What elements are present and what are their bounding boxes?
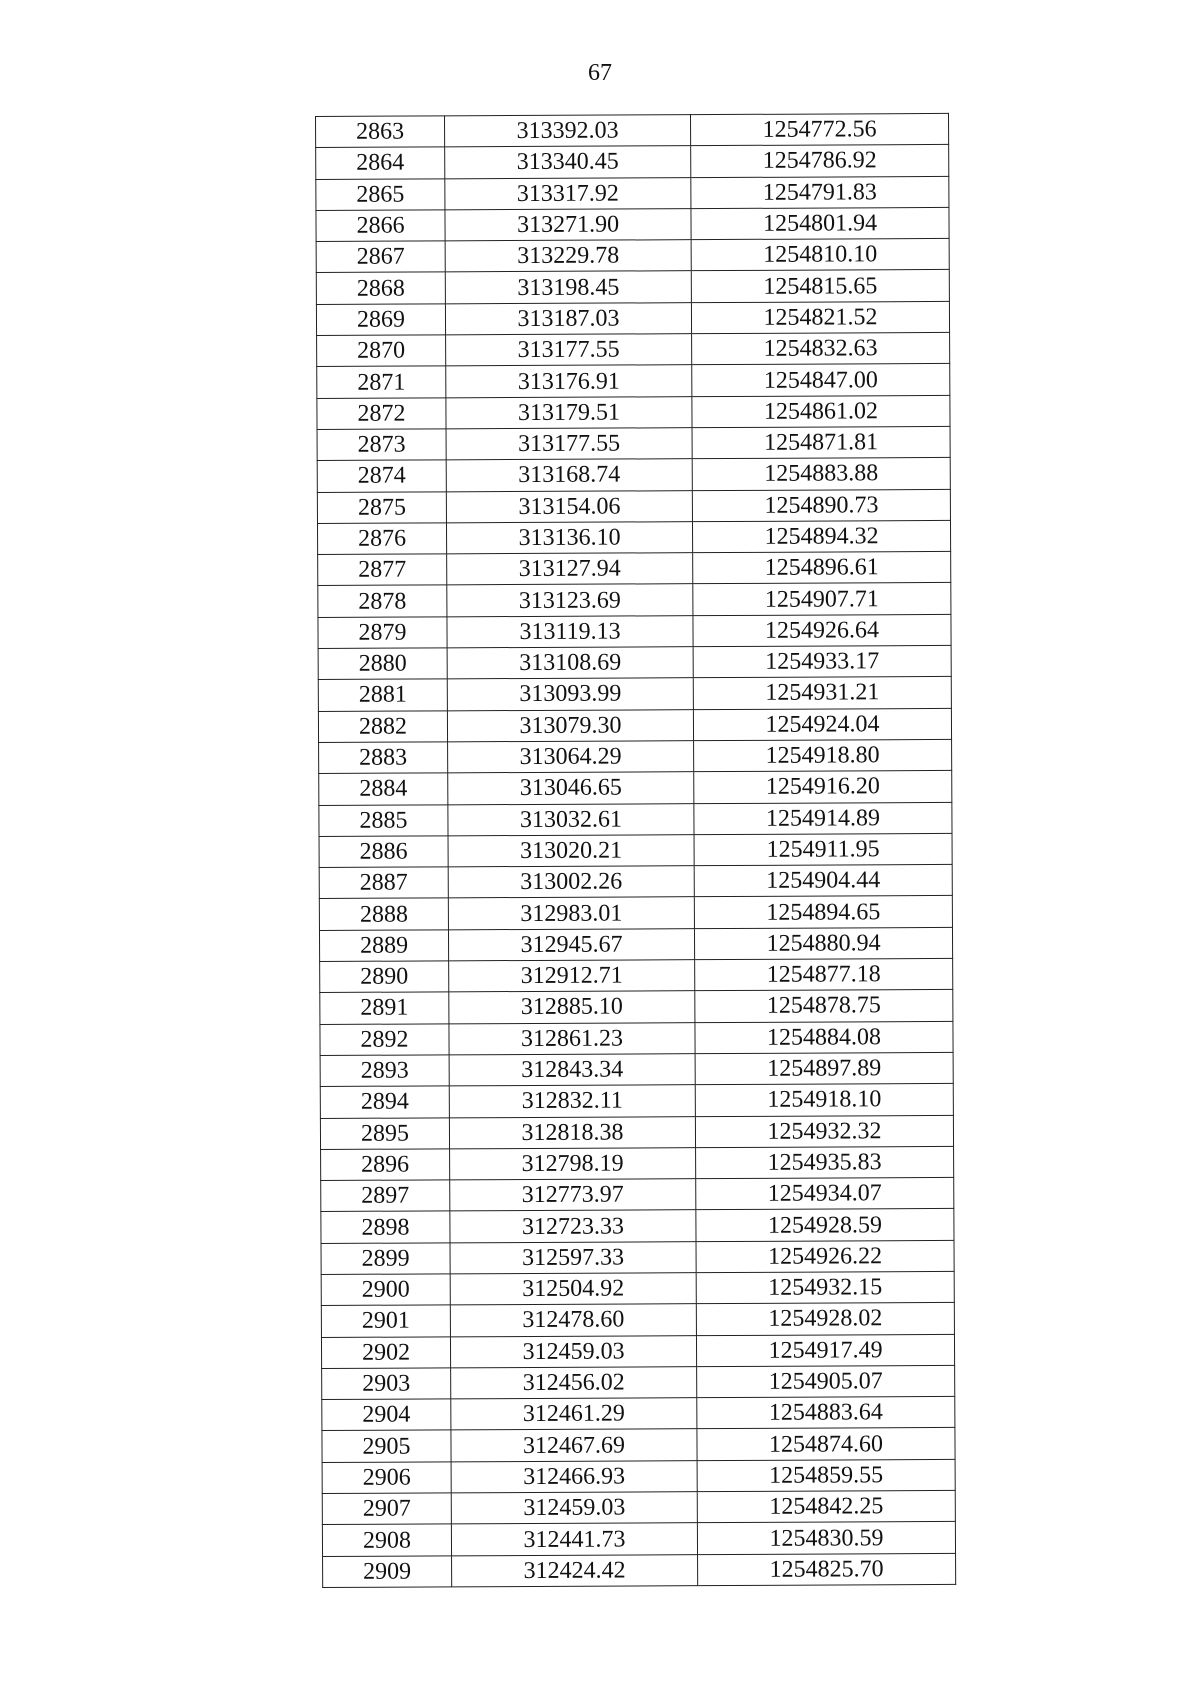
- y-coordinate-cell: 1254916.20: [694, 771, 952, 804]
- table-row: [322, 1365, 955, 1399]
- point-number-cell: 2875: [317, 491, 446, 523]
- x-coordinate-cell: 312885.10: [449, 991, 695, 1023]
- table-row: [319, 771, 952, 805]
- y-coordinate-cell: 1254894.32: [692, 520, 950, 553]
- x-coordinate-cell: 312441.73: [451, 1523, 697, 1555]
- y-coordinate-cell: 1254842.25: [697, 1490, 955, 1523]
- y-coordinate-cell: 1254847.00: [692, 364, 950, 397]
- table-row: [317, 458, 950, 492]
- x-coordinate-cell: 312459.03: [450, 1335, 696, 1367]
- point-number-cell: 2881: [318, 679, 447, 711]
- table-row: [319, 802, 952, 836]
- point-number-cell: 2873: [317, 429, 446, 461]
- table-row: [317, 520, 950, 554]
- x-coordinate-cell: 312912.71: [449, 960, 695, 992]
- table-row: [322, 1397, 955, 1431]
- x-coordinate-cell: 312798.19: [450, 1147, 696, 1179]
- table-row: [318, 677, 951, 711]
- x-coordinate-cell: 312597.33: [450, 1241, 696, 1273]
- x-coordinate-cell: 313079.30: [447, 709, 693, 741]
- x-coordinate-cell: 313392.03: [445, 115, 691, 147]
- x-coordinate-cell: 312773.97: [450, 1179, 696, 1211]
- table-row: [317, 395, 950, 429]
- y-coordinate-cell: 1254928.02: [696, 1303, 954, 1336]
- table-row: [322, 1459, 955, 1493]
- y-coordinate-cell: 1254883.88: [692, 458, 950, 491]
- table-row: [322, 1428, 955, 1462]
- table-row: [321, 1303, 954, 1337]
- x-coordinate-cell: 313187.03: [445, 302, 691, 334]
- point-number-cell: 2892: [320, 1023, 449, 1055]
- y-coordinate-cell: 1254830.59: [697, 1522, 955, 1555]
- x-coordinate-cell: 312466.93: [451, 1460, 697, 1492]
- point-number-cell: 2886: [319, 836, 448, 868]
- table-row: [318, 552, 951, 586]
- x-coordinate-cell: 313046.65: [448, 772, 694, 804]
- point-number-cell: 2896: [321, 1149, 450, 1181]
- point-number-cell: 2883: [319, 742, 448, 774]
- point-number-cell: 2908: [322, 1524, 451, 1556]
- x-coordinate-cell: 312459.03: [451, 1492, 697, 1524]
- y-coordinate-cell: 1254890.73: [692, 489, 950, 522]
- y-coordinate-cell: 1254924.04: [693, 708, 951, 741]
- y-coordinate-cell: 1254791.83: [691, 176, 949, 209]
- table-row: [321, 1271, 954, 1305]
- table-row: [318, 614, 951, 648]
- point-number-cell: 2871: [317, 366, 446, 398]
- page-number: 67: [588, 60, 612, 86]
- table-row: [321, 1334, 954, 1368]
- point-number-cell: 2901: [321, 1305, 450, 1337]
- x-coordinate-cell: 313136.10: [446, 522, 692, 554]
- point-number-cell: 2891: [320, 992, 449, 1024]
- y-coordinate-cell: 1254911.95: [694, 833, 952, 866]
- y-coordinate-cell: 1254894.65: [694, 896, 952, 929]
- point-number-cell: 2909: [323, 1556, 452, 1588]
- table-row: [319, 896, 952, 930]
- point-number-cell: 2900: [321, 1274, 450, 1306]
- table-row: [317, 332, 950, 366]
- table-row: [316, 207, 949, 241]
- y-coordinate-cell: 1254871.81: [692, 426, 950, 459]
- y-coordinate-cell: 1254897.89: [695, 1052, 953, 1085]
- table-row: [317, 426, 950, 460]
- point-number-cell: 2877: [318, 554, 447, 586]
- table-row: [320, 1084, 953, 1118]
- point-number-cell: 2897: [321, 1180, 450, 1212]
- table-row: [319, 865, 952, 899]
- table-row: [322, 1522, 955, 1556]
- point-number-cell: 2890: [320, 961, 449, 993]
- x-coordinate-cell: 313271.90: [445, 209, 691, 241]
- y-coordinate-cell: 1254815.65: [691, 270, 949, 303]
- y-coordinate-cell: 1254918.80: [694, 739, 952, 772]
- y-coordinate-cell: 1254877.18: [695, 958, 953, 991]
- x-coordinate-cell: 313119.13: [447, 615, 693, 647]
- point-number-cell: 2863: [316, 116, 445, 148]
- y-coordinate-cell: 1254896.61: [693, 552, 951, 585]
- point-number-cell: 2902: [321, 1336, 450, 1368]
- table-row: [319, 927, 952, 961]
- table-row: [323, 1553, 956, 1587]
- point-number-cell: 2866: [316, 210, 445, 242]
- y-coordinate-cell: 1254832.63: [692, 332, 950, 365]
- y-coordinate-cell: 1254904.44: [694, 865, 952, 898]
- table-row: [318, 583, 951, 617]
- point-number-cell: 2864: [316, 147, 445, 179]
- y-coordinate-cell: 1254928.59: [696, 1209, 954, 1242]
- point-number-cell: 2889: [319, 930, 448, 962]
- x-coordinate-cell: 312861.23: [449, 1022, 695, 1054]
- x-coordinate-cell: 312945.67: [448, 928, 694, 960]
- table-row: [319, 739, 952, 773]
- y-coordinate-cell: 1254905.07: [697, 1365, 955, 1398]
- y-coordinate-cell: 1254907.71: [693, 583, 951, 616]
- y-coordinate-cell: 1254883.64: [697, 1397, 955, 1430]
- table-row: [318, 708, 951, 742]
- point-number-cell: 2879: [318, 617, 447, 649]
- point-number-cell: 2876: [317, 523, 446, 555]
- x-coordinate-cell: 312504.92: [450, 1273, 696, 1305]
- y-coordinate-cell: 1254859.55: [697, 1459, 955, 1492]
- coordinates-table-body: [316, 113, 956, 1587]
- y-coordinate-cell: 1254880.94: [694, 927, 952, 960]
- y-coordinate-cell: 1254821.52: [691, 301, 949, 334]
- table-row: [317, 489, 950, 523]
- x-coordinate-cell: 313179.51: [446, 396, 692, 428]
- table-row: [320, 990, 953, 1024]
- y-coordinate-cell: 1254914.89: [694, 802, 952, 835]
- x-coordinate-cell: 313108.69: [447, 647, 693, 679]
- y-coordinate-cell: 1254931.21: [693, 677, 951, 710]
- table-row: [316, 176, 949, 210]
- table-row: [317, 364, 950, 398]
- point-number-cell: 2899: [321, 1243, 450, 1275]
- x-coordinate-cell: 312478.60: [450, 1304, 696, 1336]
- x-coordinate-cell: 313154.06: [446, 490, 692, 522]
- x-coordinate-cell: 313032.61: [448, 803, 694, 835]
- y-coordinate-cell: 1254926.64: [693, 614, 951, 647]
- point-number-cell: 2907: [322, 1493, 451, 1525]
- table-row: [316, 113, 949, 147]
- x-coordinate-cell: 313127.94: [447, 553, 693, 585]
- x-coordinate-cell: 313064.29: [448, 741, 694, 773]
- point-number-cell: 2878: [318, 585, 447, 617]
- table-row: [316, 301, 949, 335]
- point-number-cell: 2887: [319, 867, 448, 899]
- y-coordinate-cell: 1254918.10: [695, 1084, 953, 1117]
- x-coordinate-cell: 313229.78: [445, 240, 691, 272]
- x-coordinate-cell: 313020.21: [448, 834, 694, 866]
- x-coordinate-cell: 312983.01: [448, 897, 694, 929]
- x-coordinate-cell: 312461.29: [451, 1398, 697, 1430]
- x-coordinate-cell: 312723.33: [450, 1210, 696, 1242]
- table-row: [316, 145, 949, 179]
- y-coordinate-cell: 1254878.75: [695, 990, 953, 1023]
- point-number-cell: 2865: [316, 178, 445, 210]
- point-number-cell: 2894: [320, 1086, 449, 1118]
- point-number-cell: 2904: [322, 1399, 451, 1431]
- y-coordinate-cell: 1254825.70: [698, 1553, 956, 1586]
- table-row: [321, 1146, 954, 1180]
- point-number-cell: 2905: [322, 1430, 451, 1462]
- point-number-cell: 2898: [321, 1211, 450, 1243]
- x-coordinate-cell: 313340.45: [445, 146, 691, 178]
- x-coordinate-cell: 312832.11: [449, 1085, 695, 1117]
- y-coordinate-cell: 1254932.15: [696, 1271, 954, 1304]
- x-coordinate-cell: 313123.69: [447, 584, 693, 616]
- point-number-cell: 2906: [322, 1462, 451, 1494]
- x-coordinate-cell: 313168.74: [446, 459, 692, 491]
- point-number-cell: 2895: [320, 1117, 449, 1149]
- x-coordinate-cell: 313198.45: [445, 271, 691, 303]
- x-coordinate-cell: 313176.91: [446, 365, 692, 397]
- table-row: [320, 1021, 953, 1055]
- point-number-cell: 2867: [316, 241, 445, 273]
- y-coordinate-cell: 1254772.56: [690, 113, 948, 146]
- table-row: [319, 833, 952, 867]
- x-coordinate-cell: 313002.26: [448, 866, 694, 898]
- point-number-cell: 2868: [316, 272, 445, 304]
- point-number-cell: 2869: [316, 304, 445, 336]
- y-coordinate-cell: 1254786.92: [691, 145, 949, 178]
- table-row: [320, 1115, 953, 1149]
- point-number-cell: 2882: [318, 711, 447, 743]
- table-row: [320, 1052, 953, 1086]
- y-coordinate-cell: 1254933.17: [693, 645, 951, 678]
- point-number-cell: 2870: [317, 335, 446, 367]
- table-row: [320, 958, 953, 992]
- point-number-cell: 2874: [317, 460, 446, 492]
- x-coordinate-cell: 312456.02: [451, 1367, 697, 1399]
- point-number-cell: 2888: [319, 898, 448, 930]
- x-coordinate-cell: 313177.55: [446, 428, 692, 460]
- y-coordinate-cell: 1254934.07: [696, 1177, 954, 1210]
- y-coordinate-cell: 1254801.94: [691, 207, 949, 240]
- table-row: [321, 1209, 954, 1243]
- x-coordinate-cell: 313177.55: [446, 334, 692, 366]
- y-coordinate-cell: 1254935.83: [696, 1146, 954, 1179]
- table-row: [316, 239, 949, 273]
- point-number-cell: 2884: [319, 773, 448, 805]
- point-number-cell: 2885: [319, 804, 448, 836]
- x-coordinate-cell: 312818.38: [449, 1116, 695, 1148]
- table-row: [322, 1490, 955, 1524]
- table-row: [316, 270, 949, 304]
- point-number-cell: 2872: [317, 398, 446, 430]
- x-coordinate-cell: 313093.99: [447, 678, 693, 710]
- x-coordinate-cell: 313317.92: [445, 177, 691, 209]
- y-coordinate-cell: 1254932.32: [695, 1115, 953, 1148]
- coordinates-table: [315, 113, 956, 1588]
- table-row: [318, 645, 951, 679]
- x-coordinate-cell: 312843.34: [449, 1054, 695, 1086]
- point-number-cell: 2903: [322, 1368, 451, 1400]
- point-number-cell: 2880: [318, 648, 447, 680]
- y-coordinate-cell: 1254810.10: [691, 239, 949, 272]
- y-coordinate-cell: 1254861.02: [692, 395, 950, 428]
- table-row: [321, 1240, 954, 1274]
- y-coordinate-cell: 1254926.22: [696, 1240, 954, 1273]
- x-coordinate-cell: 312424.42: [452, 1554, 698, 1586]
- y-coordinate-cell: 1254884.08: [695, 1021, 953, 1054]
- table-row: [321, 1177, 954, 1211]
- x-coordinate-cell: 312467.69: [451, 1429, 697, 1461]
- y-coordinate-cell: 1254917.49: [696, 1334, 954, 1367]
- point-number-cell: 2893: [320, 1055, 449, 1087]
- y-coordinate-cell: 1254874.60: [697, 1428, 955, 1461]
